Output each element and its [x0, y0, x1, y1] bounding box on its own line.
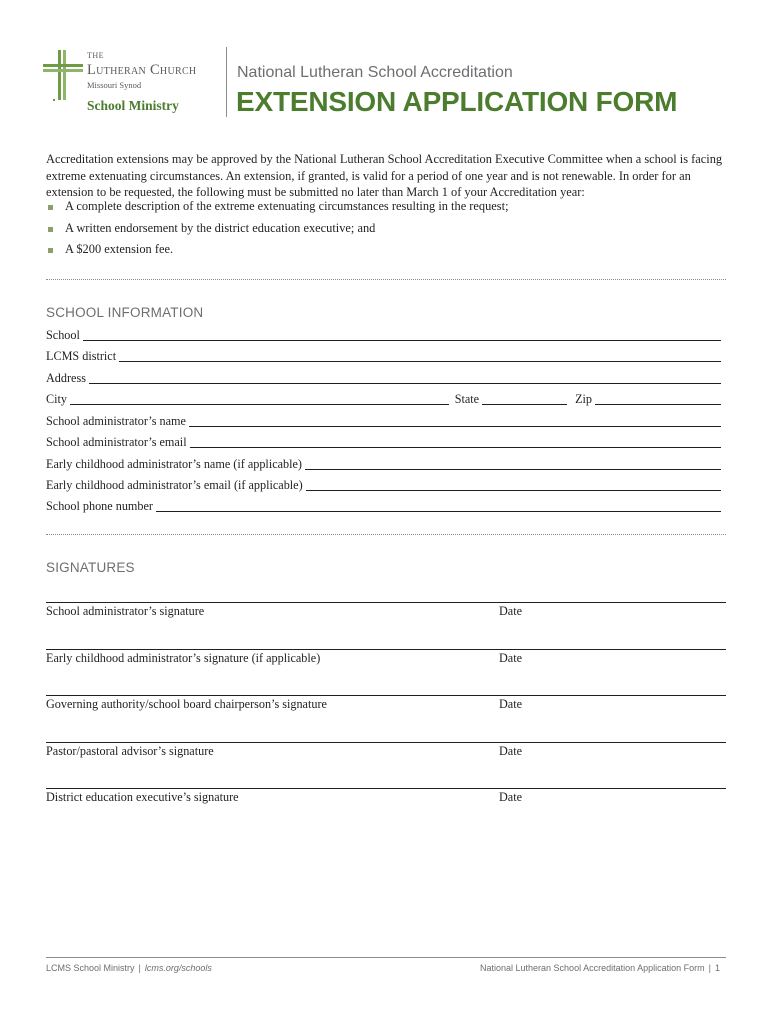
school-input[interactable] [83, 340, 721, 341]
admin-email-field [46, 431, 721, 449]
district-field [46, 345, 721, 363]
lcms-logo [42, 47, 232, 117]
phone-input[interactable] [156, 511, 721, 512]
signature-row [46, 742, 726, 762]
date-label: Date [499, 697, 523, 711]
intro-paragraph: Accreditation extensions may be approved by the National Lutheran School Accreditation Executive Committee when a school is facing extreme extenuating circumstances. An extension, if granted, is valid for a period of one year and is not renewable. In order for an extension to be requested, the following must be submitted no later than March 1 of your Accreditation year: [46, 152, 723, 199]
admin-email-input[interactable] [190, 447, 721, 448]
field-label: Early childhood administrator’s email (if applicable) [46, 478, 303, 492]
logo-church-text: Lutheran Church [87, 62, 197, 78]
city-input[interactable] [70, 404, 449, 405]
admin-name-input[interactable] [189, 426, 721, 427]
page-title: EXTENSION APPLICATION FORM [236, 86, 678, 117]
signature-row [46, 649, 726, 669]
signature-input[interactable] [46, 788, 726, 789]
requirements-list [46, 199, 726, 264]
signature-input[interactable] [46, 742, 726, 743]
ec-name-input[interactable] [305, 469, 721, 470]
logo-ministry-text: School Ministry [87, 98, 179, 113]
field-label: School administrator’s name [46, 414, 186, 428]
logo-synod-text: Missouri Synod [87, 80, 142, 90]
zip-input[interactable] [595, 404, 721, 405]
ec-name-field [46, 453, 721, 471]
list-item [46, 221, 726, 243]
signature-label: Pastor/pastoral advisor’s signature [46, 744, 214, 758]
header-divider [226, 47, 227, 117]
field-label: City [46, 392, 67, 406]
field-label: School [46, 328, 80, 342]
cross-icon [42, 50, 84, 102]
signature-label: School administrator’s signature [46, 604, 205, 618]
address-field [46, 367, 721, 385]
signature-label: Governing authority/school board chairperson’s signature [46, 697, 327, 711]
footer-form-title: National Lutheran School Accreditation Application Form [480, 963, 705, 973]
footer-separator: | [708, 963, 711, 973]
list-item [46, 242, 726, 264]
signatures-heading: SIGNATURES [46, 560, 135, 575]
admin-name-field [46, 410, 721, 428]
signature-input[interactable] [46, 695, 726, 696]
footer-org: LCMS School Ministry [46, 963, 135, 973]
ec-email-field [46, 474, 721, 492]
page-subtitle: National Lutheran School Accreditation [237, 64, 513, 81]
school-field [46, 324, 721, 342]
address-input[interactable] [89, 383, 721, 384]
state-input[interactable] [482, 404, 567, 405]
ec-email-input[interactable] [306, 490, 721, 491]
field-label: School phone number [46, 499, 153, 513]
district-input[interactable] [119, 361, 721, 362]
footer-divider [46, 957, 726, 958]
signature-input[interactable] [46, 602, 726, 603]
signature-row [46, 788, 726, 808]
date-label: Date [499, 790, 523, 804]
section-divider [46, 279, 726, 280]
signature-row [46, 602, 726, 622]
page-number: 1 [714, 963, 720, 973]
field-label: School administrator’s email [46, 435, 187, 449]
footer-left [46, 963, 212, 973]
logo-the-text: THE [87, 51, 105, 60]
phone-field [46, 495, 721, 513]
list-item-text: A $200 extension fee. [65, 242, 174, 256]
field-label: State [454, 392, 480, 406]
school-information-heading: SCHOOL INFORMATION [46, 305, 204, 320]
bullet-square-icon [48, 205, 53, 210]
field-label: Zip [575, 392, 592, 406]
list-item-text: A written endorsement by the district education executive; and [65, 220, 376, 235]
footer-right [480, 963, 720, 973]
list-item [46, 199, 726, 221]
city-state-zip-field [46, 388, 721, 406]
field-label: LCMS district [46, 349, 117, 363]
field-label: Address [46, 371, 86, 385]
footer-url[interactable]: lcms.org/schools [144, 963, 212, 973]
footer-separator: | [138, 963, 141, 973]
date-label: Date [499, 744, 523, 758]
signature-row [46, 695, 726, 715]
bullet-square-icon [48, 248, 53, 253]
signature-label: Early childhood administrator’s signature (if applicable) [46, 651, 321, 665]
bullet-square-icon [48, 227, 53, 232]
date-label: Date [499, 651, 523, 665]
signature-input[interactable] [46, 649, 726, 650]
signature-label: District education executive’s signature [46, 790, 239, 804]
field-label: Early childhood administrator’s name (if applicable) [46, 457, 302, 471]
section-divider [46, 534, 726, 535]
list-item-text: A complete description of the extreme extenuating circumstances resulting in the request; [65, 199, 509, 213]
date-label: Date [499, 604, 523, 618]
